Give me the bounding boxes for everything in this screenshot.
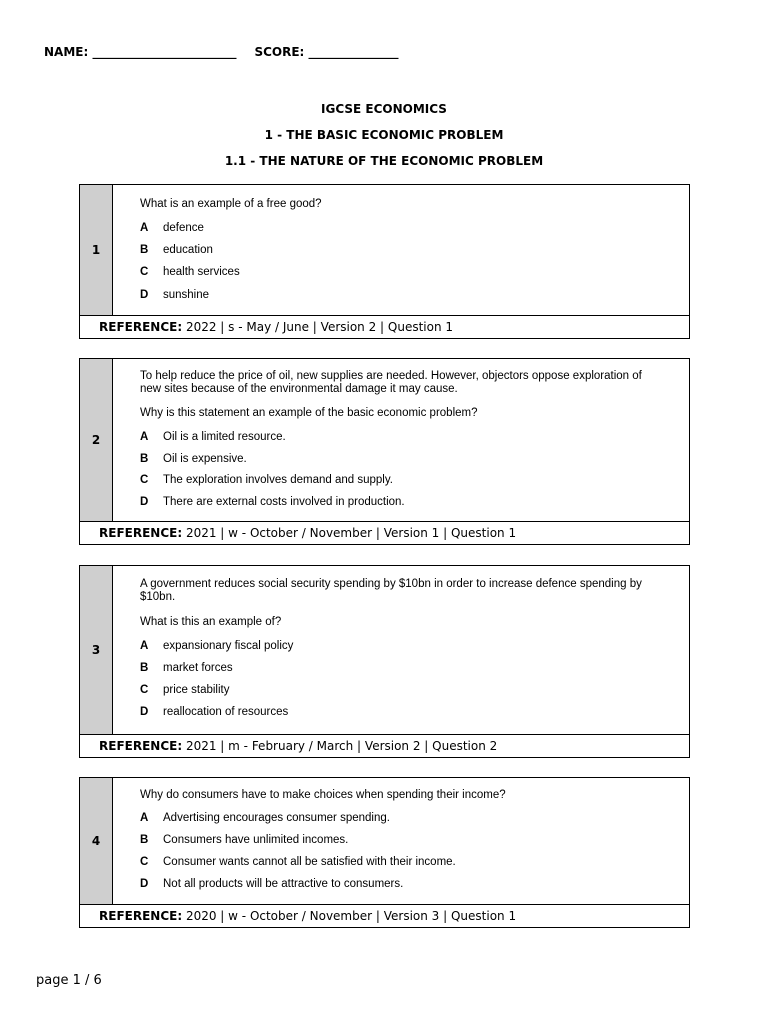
option-letter: C [140, 856, 149, 868]
option-c [140, 684, 681, 697]
question-content [140, 566, 681, 734]
subject-title: IGCSE ECONOMICS [321, 102, 447, 116]
option-letter: D [140, 289, 149, 301]
option-d [140, 289, 681, 302]
option-c [140, 266, 681, 279]
question-number: 4 [80, 778, 113, 904]
option-a [140, 640, 681, 653]
question-body [80, 778, 689, 905]
question-stem: Why do consumers have to make choices when spending their income? [140, 789, 506, 801]
option-b [140, 453, 681, 466]
option-text: Oil is a limited resource. [163, 431, 286, 443]
option-text: market forces [163, 662, 233, 674]
question-number: 2 [80, 359, 113, 521]
question-number: 1 [80, 185, 113, 315]
question-block-1 [79, 184, 690, 339]
option-letter: D [140, 496, 149, 508]
option-d [140, 706, 681, 719]
option-text: reallocation of resources [163, 706, 289, 718]
option-b [140, 244, 681, 257]
option-letter: A [140, 431, 149, 443]
option-text: Advertising encourages consumer spending. [163, 812, 390, 824]
option-letter: C [140, 266, 149, 278]
option-letter: D [140, 706, 149, 718]
reference-text: 2020 | w - October / November | Version 3 | Question 1 [185, 909, 517, 923]
option-b [140, 662, 681, 675]
reference-label: REFERENCE: [99, 739, 183, 753]
option-text: defence [163, 222, 204, 234]
question-content [140, 185, 681, 315]
option-letter: A [140, 812, 149, 824]
option-letter: A [140, 222, 149, 234]
option-text: sunshine [163, 289, 210, 301]
question-block-4 [79, 777, 690, 928]
option-text: Consumers have unlimited incomes. [163, 834, 349, 846]
option-letter: B [140, 662, 149, 674]
question-block-3 [79, 565, 690, 758]
chapter-title: 1 - THE BASIC ECONOMIC PROBLEM [264, 128, 504, 142]
question-body [80, 185, 689, 316]
option-letter: D [140, 878, 149, 890]
question-block-2 [79, 358, 690, 545]
question-body [80, 359, 689, 522]
reference-text: 2021 | m - February / March | Version 2 | Question 2 [185, 739, 498, 753]
page-number: page 1 / 6 [36, 973, 102, 988]
question-number: 3 [80, 566, 113, 734]
option-text: There are external costs involved in production. [163, 496, 405, 508]
option-letter: B [140, 244, 149, 256]
name-field: NAME: ________________________ [44, 45, 237, 59]
option-c [140, 856, 681, 869]
option-d [140, 496, 681, 509]
question-stem: To help reduce the price of oil, new supplies are needed. However, objectors oppose exploration of new sites because of the environmental damage it may cause. [140, 370, 642, 395]
option-text: health services [163, 266, 240, 278]
reference-label: REFERENCE: [99, 320, 183, 334]
option-letter: B [140, 453, 149, 465]
option-text: The exploration involves demand and supply. [163, 474, 393, 486]
question-content [140, 778, 681, 904]
section-title: 1.1 - THE NATURE OF THE ECONOMIC PROBLEM [224, 154, 544, 168]
question-body [80, 566, 689, 735]
option-a [140, 812, 681, 825]
option-text: price stability [163, 684, 230, 696]
option-letter: A [140, 640, 149, 652]
reference-text: 2021 | w - October / November | Version 1 | Question 1 [185, 526, 517, 540]
option-b [140, 834, 681, 847]
option-text: Consumer wants cannot all be satisfied with their income. [163, 856, 456, 868]
option-text: expansionary fiscal policy [163, 640, 294, 652]
option-text: Oil is expensive. [163, 453, 247, 465]
score-field: SCORE: _______________ [254, 45, 399, 59]
option-text: education [163, 244, 213, 256]
option-a [140, 222, 681, 235]
option-text: Not all products will be attractive to consumers. [163, 878, 404, 890]
reference-row [80, 905, 689, 927]
option-d [140, 878, 681, 891]
question-stem: What is this an example of? [140, 616, 282, 628]
question-stem: Why is this statement an example of the basic economic problem? [140, 407, 478, 419]
option-letter: C [140, 684, 149, 696]
reference-row [80, 522, 689, 544]
question-stem: A government reduces social security spending by $10bn in order to increase defence spending by $10bn. [140, 578, 642, 603]
option-letter: C [140, 474, 149, 486]
reference-row [80, 316, 689, 338]
header-fields [44, 45, 399, 59]
option-letter: B [140, 834, 149, 846]
reference-label: REFERENCE: [99, 909, 183, 923]
option-a [140, 431, 681, 444]
reference-row [80, 735, 689, 757]
question-stem: What is an example of a free good? [140, 198, 322, 210]
reference-label: REFERENCE: [99, 526, 183, 540]
reference-text: 2022 | s - May / June | Version 2 | Question 1 [185, 320, 454, 334]
question-content [140, 359, 681, 521]
option-c [140, 474, 681, 487]
